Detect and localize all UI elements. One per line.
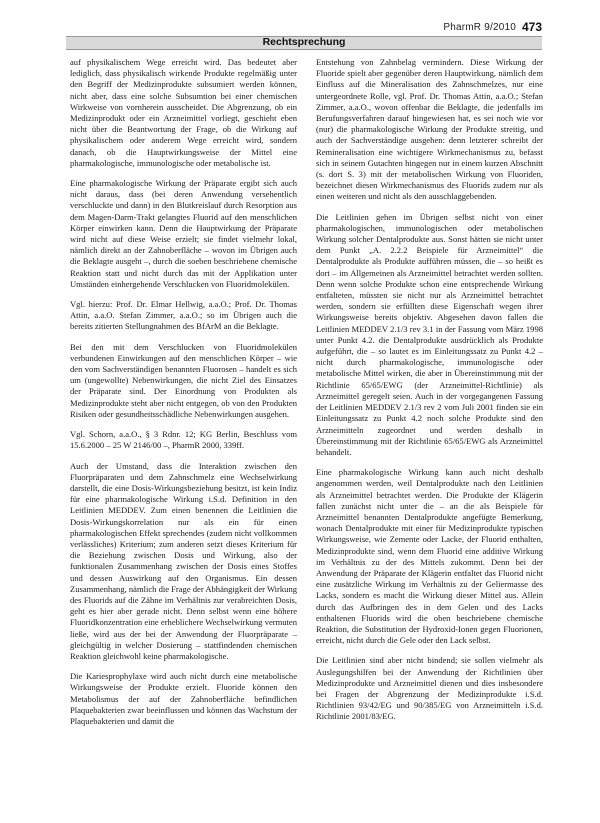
paragraph: auf physikalischem Wege erreicht wird. Das bedeutet aber lediglich, dass physikalisch wirkende Produkte regelmäßig unter den Begriff der Medizinprodukte subsumiert werden können, nicht aber, dass eine solche Subsumtion bei einer chemischen Wirkweise von vornherein ausscheidet. Die Abgrenzung, ob ein Medizinprodukt oder ein Arzneimittel vorliegt, geschieht eben nicht über die Beantwortung der Frage, ob die Wirkung auf physikalischem oder anderem Wege erreicht wird, sondern danach, ob die Hauptwirkungsweise der Mittel eine pharmakologische, immunologische oder metabolische ist. [70,57,297,168]
citation-paragraph: Vgl. Schorn, a.a.O., § 3 Rdnr. 12; KG Berlin, Beschluss vom 15.6.2000 – 25 W 2146/00 –, PharmR 2000, 339ff. [70,429,297,451]
paragraph: Eine pharmakologische Wirkung der Präparate ergibt sich auch nicht daraus, dass (bei deren Anwendung versehentlich verschluckte und dann) in den Blutkreislauf durch Resorption aus dem Magen-Darm-Trakt gelangtes Fluorid auf den menschlichen Körper einwirken kann. Denn die Hauptwirkung der Präparate wird nicht auf diese Weise erzielt; sie findet vielmehr lokal, nämlich direkt an der Zahnoberfläche – wovon im Übrigen auch die Beklagte ausgeht –, durch die soeben beschriebene chemische Reaktion statt und nicht durch das mit der Applikation unter Umständen einhergehende Verschlucken von Fluoridmolekülen. [70,178,297,289]
journal-issue: PharmR 9/2010 [443,22,516,33]
page-header [0,0,600,46]
paragraph: Entstehung von Zahnbelag vermindern. Diese Wirkung der Fluoride spielt aber gegenüber deren Hauptwirkung, nämlich dem Einfluss auf die Mineralisation des Zahnschmelzes, nur eine untergeordnete Rolle, vgl. Prof. Dr. Thomas Attin, a.a.O.; Stefan Zimmer, a.a.O., wovon offenbar die Beklagte, die jedenfalls im Berufungsverfahren darauf hingewiesen hat, es sei noch wie vor (nur) die pharmakologische Wirkung der Produkte streitig, und auch der Sachverständige ausgehen: denn letzterer schreibt der Remineralisation eine wichtigere Wirkmechanismus zu, befasst sich in seinem Gutachten hingegen nur in einem kurzen Abschnitt (s. dort S. 3) mit der metabolischen Wirkung von Fluoriden, bezeichnet diesen Wirkmechanismus des Fluorids zudem nur als einen weiteren und nicht als den ausschlaggebenden. [316,57,543,202]
paragraph: Die Leitlinien gehen im Übrigen selbst nicht von einer pharmakologischen, immunologischen oder metabolischen Wirkung solcher Dentalprodukte aus. Sonst hätten sie nicht unter dem Punkt „A. 2.2.2 Beispiele für Arzneimittel“ die Dentalprodukte als Produkte aufführen müssen, die – so heißt es dort – im Allgemeinen als Arzneimittel betrachtet werden sollten. Denn wenn solche Produkte schon eine entsprechende Wirkung entfalteten, müssten sie nicht nur als Arzneimittel betrachtet werden, sondern sie erfüllten diese Eigenschaft wegen ihrer Wirkungsweise bereits objektiv. Abgesehen davon fallen die Leitlinien MEDDEV 2.1/3 rev 3.1 in der Fassung vom März 1998 unter Punkt 4.2. die Dentalprodukte ausdrücklich als Produkte aufgeführt, die – so lautet es im Einleitungssatz zu Punkt 4.2 – nicht durch pharmakologische, immunologische oder metabolische Mittel wirken, die aber in Übereinstimmung mit der Richtlinie 65/65/EWG (der Arzneimittel-Richtlinie) als Arzneimittel geregelt seien. Auch in der vorgegangenen Fassung der Leitlinien MEDDEV 2.1/3 rev 2 vom Juli 2001 finden sie ein Einleitungssatz zu Punkt 4.2 noch solche Produkte sind den Arzneimitteln zugeordnet und werden deshalb in Übereinstimmung mit der Richtlinie 65/65/EWG als Arzneimittel behandelt. [316,211,543,457]
paragraph: Die Leitlinien sind aber nicht bindend; sie sollen vielmehr als Auslegungshilfen bei der Anwendung der Richtlinien über Medizinprodukte und Arzneimittel dienen und dies insbesondere bei Fragen der Abgrenzung der Medizinprodukte i.S.d. Richtlinien 93/42/EG und 90/385/EG von Arzneimitteln i.S.d. Richtlinie 2001/83/EG. [316,655,543,722]
paragraph: Eine pharmakologische Wirkung kann auch nicht deshalb angenommen werden, weil Dentalprodukte nach den Leitlinien als Arzneimittel betrachtet werden. Die Produkte der Klägerin fallen zunächst nicht unter die – an die als Beispiele für Arzneimittel benannten Dentalprodukte angefügte Bemerkung, wonach Dentalprodukte mit einer für Medizinprodukte typischen Wirkungsweise, wie Zemente oder Lacke, der Fluorid enthalten, Medizinprodukte sind, wenn dem Fluorid eine additive Wirkung im Verhältnis zu der des Mittels zukommt. Denn bei der Anwendung der Präparate der Klägerin entfaltet das Fluorid nicht eine zusätzliche Wirkung im Verhältnis zu der Geliermasse des Lacks, sondern es macht die Wirkung dieser Mittel aus. Allein durch das Aufbringen des in dem Gelen und des Lacks enthaltenen Fluorids wird die oben beschriebene chemische Reaktion, die Substitution der Hydroxid-Ionen gegen Fluorionen, erreicht, nicht durch die Gele oder den Lack selbst. [316,467,543,646]
right-column [316,57,543,732]
section-title: Rechtsprechung [262,36,346,48]
left-column [70,57,297,736]
paragraph: Bei den mit dem Verschlucken von Fluoridmolekülen verbundenen Einwirkungen auf den menschlichen Körper – wie den vom Sachverständigen benannten Fluorosen – handelt es sich um (ungewollte) Nebenwirkungen, die nicht Ziel des Einsatzes der Präparate sind. Der Einordnung von Produkten als Medizinprodukte steht aber nicht entgegen, ob von den Produkten Risiken oder gesundheitsschädliche Nebenwirkungen ausgehen. [70,341,297,419]
paragraph: Die Kariesprophylaxe wird auch nicht durch eine metabolische Wirkungsweise der Produkte erzielt. Fluoride können den Metabolismus der auf der Zahnoberfläche befindlichen Plaquebakterien zwar beeinflussen und können das Wachstum der Plaquebakterien und damit die [70,671,297,726]
section-bar [66,36,542,50]
paragraph: Auch der Umstand, dass die Interaktion zwischen den Fluorpräparaten und dem Zahnschmelz eine Wechselwirkung darstellt, die eine Dosis-Wirkungsbeziehung besitzt, ist kein Indiz für eine pharmakologische Wirkung i.S.d. Definition in den Leitlinien MEDDEV. Zum einen benennen die Leitlinien die Dosis-Wirkungskorrelation nur als ein für einen pharmakologischen Effekt sprechendes (zudem nicht vollkommen verlässliches) Kriterium; zum anderen setzt dieses Kriterium für die Beziehung zwischen Dosis und Wirkung, also der funktionalen Zusammenhang zwischen der Dosis eines Stoffes und dessen Auswirkung auf den Organismus. Ein dessen Zusammenhang, nämlich die Frage der Abhängigkeit der Wirkung des Fluorids auf die Zähne im Verhältnis zur verabreichten Dosis, geht es hier aber gerade nicht. Denn selbst wenn eine höhere Fluoridkonzentration eine erheblichere Wechselwirkung vermuten ließe, wird aus der bei der Anwendung der Fluorpräparate – gleichgültig in welcher Dosierung – stattfindenden chemischen Reaktion gleichwohl keine pharmakologische. [70,460,297,661]
page-number: 473 [521,20,542,34]
citation-paragraph: Vgl. hierzu: Prof. Dr. Elmar Hellwig, a.a.O.; Prof. Dr. Thomas Attin, a.a.O. Stefan Zimmer, a.a.O.; so im Übrigen auch die bereits zitierten Stellungnahmen des BfArM an die Beklagte. [70,299,297,332]
